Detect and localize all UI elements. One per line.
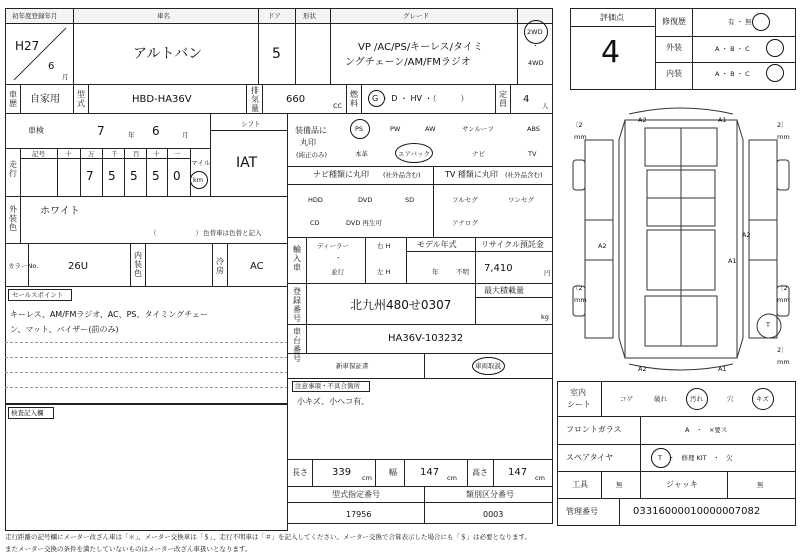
class-no-value: 0003 <box>483 510 504 519</box>
repair-none-circle <box>752 13 770 31</box>
mileage-header-man: 万 <box>88 150 95 158</box>
diag-label-2: 2〕 <box>777 121 788 129</box>
seat-label-2: シート <box>567 400 591 409</box>
mileage-digit-4: 5 <box>152 169 160 183</box>
tv-oneseg: ワンセグ <box>508 196 534 204</box>
sales-points-line-2: ン、マット、バイザー(前のみ) <box>10 325 119 334</box>
mileage-digit-5: 0 <box>173 169 181 183</box>
color-no-label: カラーNo. <box>8 262 39 270</box>
shift-value: IAT <box>236 155 258 171</box>
nav-hdd: HDD <box>308 196 323 204</box>
equip-tv: TV <box>528 150 537 158</box>
windshield-options: A ・ ×要ス <box>685 426 728 434</box>
nav-dvd: DVD <box>358 196 373 204</box>
import-dealer: ディーラー <box>317 242 349 250</box>
mileage-digit-1: 7 <box>86 169 94 183</box>
diag-label-9-sub: mm <box>777 296 790 304</box>
import-label: 輸入車 <box>293 245 301 272</box>
seat-opt-scratch: キズ <box>756 395 769 403</box>
spare-label: スペアタイヤ <box>566 453 614 462</box>
import-parallel: 並行 <box>331 268 344 276</box>
model-year-label: モデル年式 <box>417 240 457 249</box>
interior-grade-options: A ・ B ・ C <box>715 70 750 78</box>
diag-label-1-sub: mm <box>574 133 587 141</box>
exterior-grade-options: A ・ B ・ C <box>715 45 750 53</box>
drive-dot: ・ <box>532 42 539 50</box>
import-lh: 左 H <box>377 268 391 276</box>
door-count: 5 <box>272 46 281 62</box>
mile-label: マイル <box>191 159 211 167</box>
score-value: 4 <box>601 35 621 70</box>
warranty-row <box>287 353 553 379</box>
mileage-header-ju: 十 <box>153 150 160 158</box>
height-unit: cm <box>535 474 545 482</box>
import-dot: ・ <box>335 254 342 262</box>
car-name-label: 車名 <box>157 12 170 20</box>
diag-label-6: A2 <box>742 231 751 239</box>
jack-label: ジャッキ <box>666 480 698 489</box>
grade-line-2: ングチェーン/AM/FMラジオ <box>345 57 471 68</box>
tv-analog: アナログ <box>452 219 478 227</box>
inspector-block <box>5 404 288 531</box>
km-label: km <box>193 176 204 184</box>
mileage-header-ten-man: 十 <box>65 150 72 158</box>
chassis-value: HA36V-103232 <box>388 333 464 344</box>
recycle-value: 7,410 <box>484 263 513 274</box>
capacity-unit: 人 <box>542 102 549 110</box>
drive-4wd: 4WD <box>528 59 544 67</box>
class-no-label: 類別区分番号 <box>466 490 514 499</box>
grade-label: グレード <box>403 12 429 20</box>
tools-value: 無 <box>616 481 623 489</box>
model-label: 型式 <box>77 90 85 108</box>
interior-color-label: 内装色 <box>134 251 142 278</box>
tv-note: (社外品含む) <box>505 171 543 179</box>
first-reg-era: H27 <box>15 39 40 53</box>
diag-label-13: 2〕 <box>777 346 788 354</box>
inspection-month-unit: 月 <box>182 131 189 139</box>
inspection-label: 車検 <box>28 126 44 135</box>
mgmt-label: 管理番号 <box>566 507 598 516</box>
mileage-header-hyaku: 百 <box>133 150 140 158</box>
diag-label-10: A2 <box>638 365 647 373</box>
diag-label-7: A1 <box>728 257 737 265</box>
width-value: 147 <box>420 467 440 478</box>
type-no-label: 型式指定番号 <box>332 490 380 499</box>
diag-label-8-sub: mm <box>574 296 587 304</box>
fuel-label: 燃料 <box>350 90 358 108</box>
notes-value: 小キズ、小ヘコ有、 <box>297 397 370 406</box>
displacement-label: 排気量 <box>251 86 259 113</box>
seat-opt-dirt: 汚れ <box>690 395 703 403</box>
notes-label: 注意事項・不具合箇所 <box>295 382 360 390</box>
diag-label-9: 〔2 <box>777 284 788 292</box>
equip-abs: ABS <box>527 125 540 133</box>
diag-label-tire: T <box>766 321 770 329</box>
shift-label: シフト <box>241 120 261 128</box>
exterior-color-note: 色替車は色替と記入 <box>203 229 262 237</box>
capacity-label: 定員 <box>499 90 507 108</box>
model-value: HBD-HA36V <box>132 94 192 105</box>
footer-line-2: またメーター交換の条件を満たしていないものはメーター改ざん車扱いとなります。 <box>5 545 252 553</box>
diag-label-3: A2 <box>638 116 647 124</box>
registration-label: 登録番号 <box>293 287 301 323</box>
equip-navi: ナビ <box>472 150 485 158</box>
max-load-label: 最大積載量 <box>484 286 524 295</box>
registration-value: 北九州480せ0307 <box>350 298 452 312</box>
type-no-value: 17956 <box>346 510 372 519</box>
diag-label-2-sub: mm <box>777 133 790 141</box>
equip-airbag: エアバック <box>398 150 430 158</box>
diag-label-1: 〔2 <box>572 121 583 129</box>
diag-label-5: A2 <box>598 242 607 250</box>
diag-label-8: 〔2 <box>572 284 583 292</box>
color-no-value: 26U <box>68 261 89 272</box>
nav-dvd-play: DVD 再生可 <box>346 219 382 227</box>
exterior-color-value: ホワイト <box>40 206 80 217</box>
width-label: 幅 <box>389 468 397 477</box>
mileage-header-sen: 千 <box>111 150 118 158</box>
tools-label: 工具 <box>572 480 588 489</box>
displacement-value: 660 <box>286 94 306 105</box>
displacement-unit: CC <box>333 102 343 110</box>
inspection-year: 7 <box>97 124 105 138</box>
usage-label: 車歴 <box>9 90 17 108</box>
equip-ps: PS <box>355 125 364 133</box>
mileage-digit-2: 5 <box>108 169 116 183</box>
diag-label-4: A1 <box>718 116 727 124</box>
spare-options: T ・ 修理 KIT ・ 欠 <box>658 454 733 462</box>
seat-opt-hole: 穴 <box>727 395 734 403</box>
equip-pw: PW <box>390 125 401 133</box>
car-damage-diagram <box>565 100 797 375</box>
height-label: 高さ <box>472 468 488 477</box>
mileage-header-ichi: 一 <box>174 150 181 158</box>
color-no-row <box>5 243 288 287</box>
diag-label-13-sub: mm <box>777 358 790 366</box>
length-unit: cm <box>362 474 372 482</box>
height-value: 147 <box>508 467 528 478</box>
recycle-unit: 円 <box>544 269 551 277</box>
seat-opt-tear: 破れ <box>654 395 667 403</box>
inspection-year-unit: 年 <box>128 131 135 139</box>
exterior-grade-label: 外装 <box>666 43 682 52</box>
seat-opt-burn: コゲ <box>620 395 633 403</box>
exterior-color-label: 外装色 <box>9 205 17 232</box>
equip-aw: AW <box>425 125 436 133</box>
grade-line-1: VP /AC/PS/キーレス/タイミ <box>358 42 483 53</box>
capacity-value: 4 <box>523 94 530 105</box>
inspector-label: 検査記入欄 <box>11 409 44 417</box>
warranty-label: 新車保証書 <box>336 362 369 370</box>
first-reg-month-unit: 月 <box>62 73 69 81</box>
inspection-month: 6 <box>152 124 160 138</box>
footer-line-1: 走行距離の記号欄にメーター改ざん車は「＊」、メーター交換車は「＄」、走行不明車は「＃」を記入してください。メーター交換で合算表示した場合にも「＄」は必要となります。 <box>5 533 531 541</box>
nav-sd: SD <box>405 196 415 204</box>
windshield-label: フロントガラス <box>566 425 622 434</box>
mileage-header-symbol: 記号 <box>32 150 45 158</box>
sales-points-label: セールスポイント <box>12 291 64 299</box>
interior-grade-label: 内装 <box>666 69 682 78</box>
length-value: 339 <box>332 467 352 478</box>
recycle-label: リサイクル預託金 <box>481 240 544 249</box>
mileage-label: 走行 <box>9 160 17 178</box>
max-load-unit: kg <box>541 313 549 321</box>
car-name: アルトバン <box>133 46 203 62</box>
length-label: 長さ <box>292 468 308 477</box>
equipment-label-1: 装備品に <box>295 126 327 135</box>
equipment-label-2: 丸印 <box>300 138 316 147</box>
mileage-digit-3: 5 <box>130 169 138 183</box>
cooling-value: AC <box>250 261 264 272</box>
usage-value: 自家用 <box>30 94 60 105</box>
model-year-unit: 年 <box>432 268 439 276</box>
drive-2wd: 2WD <box>527 28 543 36</box>
nav-cd: CD <box>310 219 320 227</box>
width-unit: cm <box>447 474 457 482</box>
nav-title: ナビ種類に丸印 <box>313 170 369 179</box>
model-year-unknown: 不明 <box>456 268 469 276</box>
chassis-label: 車台番号 <box>293 327 301 363</box>
first-reg-month: 6 <box>48 61 55 72</box>
tv-fullseg: フルセグ <box>452 196 478 204</box>
seat-label-1: 室内 <box>570 388 586 397</box>
exterior-color-paren: （ ） <box>150 229 202 237</box>
tv-title: TV 種類に丸印 <box>445 170 498 179</box>
equip-leather: 本革 <box>355 150 368 158</box>
jack-value: 無 <box>757 481 764 489</box>
import-rh: 右 H <box>377 242 391 250</box>
repair-label: 修復歴 <box>662 17 686 26</box>
exterior-c-circle <box>766 39 784 57</box>
fuel-options: G ・ D ・ HV ・（ ） <box>372 94 469 103</box>
sales-points-line-1: キーレス、AM/FMラジオ、AC、PS、タイミングチェー <box>10 310 208 319</box>
shape-label: 形状 <box>303 12 316 20</box>
equipment-label-3: (純正のみ) <box>296 151 328 159</box>
diag-label-11: A1 <box>718 365 727 373</box>
equip-sunroof: サンルーフ <box>462 125 494 133</box>
repair-options: 有 ・ 無 <box>728 18 752 26</box>
cooling-label: 冷房 <box>216 257 224 275</box>
door-label: ドア <box>268 12 281 20</box>
mgmt-value: 03316000010000007082 <box>633 506 761 517</box>
nav-note: (社外品含む) <box>383 171 421 179</box>
manual-label: 車両取説 <box>475 362 501 370</box>
score-label: 評価点 <box>600 13 624 22</box>
interior-c-circle <box>766 64 784 82</box>
first-reg-label: 初年度登録年月 <box>12 12 58 20</box>
